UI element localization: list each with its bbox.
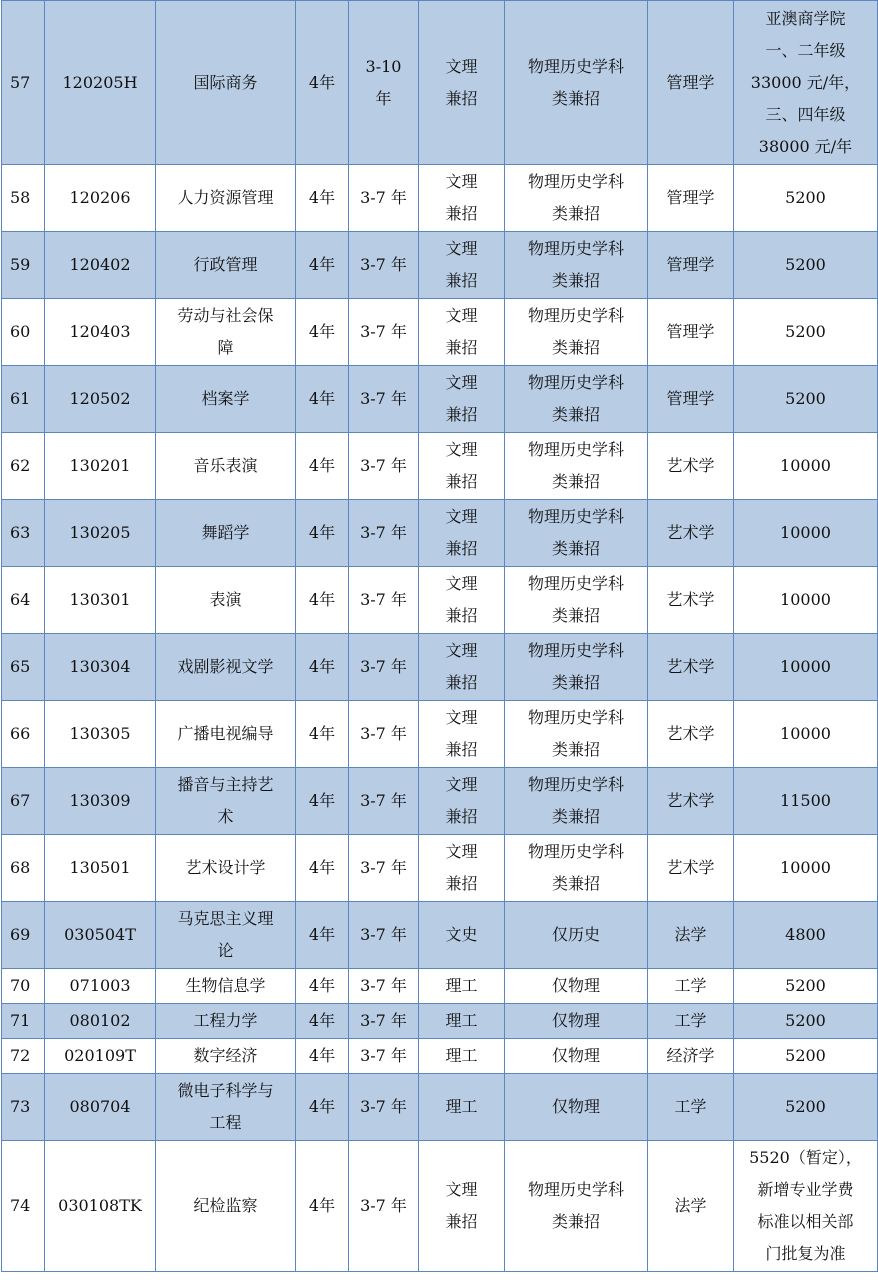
- table-row: [2, 969, 878, 1004]
- major-name-cell: 纪检监察: [156, 1141, 296, 1272]
- subject-requirement-cell: 仅物理: [505, 1039, 648, 1074]
- discipline-cell: 工学: [648, 1074, 734, 1141]
- major-name-cell: 数字经济: [156, 1039, 296, 1074]
- major-code-cell: 080704: [45, 1074, 156, 1141]
- subject-requirement-cell: 物理历史学科 类兼招: [505, 165, 648, 232]
- row-number-cell: 62: [2, 433, 45, 500]
- tuition-cell: 10000: [734, 634, 878, 701]
- subject-requirement-cell: 物理历史学科 类兼招: [505, 634, 648, 701]
- duration-cell: 4年: [296, 969, 349, 1004]
- admission-type-cell: 理工: [419, 969, 505, 1004]
- major-code-cell: 130304: [45, 634, 156, 701]
- major-code-cell: 130305: [45, 701, 156, 768]
- tuition-cell: 10000: [734, 701, 878, 768]
- tuition-cell: 5200: [734, 232, 878, 299]
- tuition-cell: 10000: [734, 433, 878, 500]
- tuition-cell: 10000: [734, 835, 878, 902]
- study-span-cell: 3-7 年: [349, 1141, 419, 1272]
- subject-requirement-cell: 物理历史学科 类兼招: [505, 366, 648, 433]
- row-number-cell: 59: [2, 232, 45, 299]
- major-name-cell: 戏剧影视文学: [156, 634, 296, 701]
- duration-cell: 4年: [296, 1074, 349, 1141]
- duration-cell: 4年: [296, 165, 349, 232]
- major-code-cell: 120206: [45, 165, 156, 232]
- tuition-cell: 5200: [734, 366, 878, 433]
- admission-type-cell: 理工: [419, 1039, 505, 1074]
- major-code-cell: 030108TK: [45, 1141, 156, 1272]
- subject-requirement-cell: 物理历史学科 类兼招: [505, 500, 648, 567]
- major-name-cell: 广播电视编导: [156, 701, 296, 768]
- study-span-cell: 3-7 年: [349, 232, 419, 299]
- major-name-cell: 表演: [156, 567, 296, 634]
- major-name-cell: 音乐表演: [156, 433, 296, 500]
- discipline-cell: 管理学: [648, 1, 734, 165]
- major-code-cell: 030504T: [45, 902, 156, 969]
- tuition-cell: 5200: [734, 165, 878, 232]
- study-span-cell: 3-7 年: [349, 1039, 419, 1074]
- study-span-cell: 3-7 年: [349, 1074, 419, 1141]
- major-name-cell: 行政管理: [156, 232, 296, 299]
- study-span-cell: 3-7 年: [349, 701, 419, 768]
- tuition-cell: 10000: [734, 500, 878, 567]
- discipline-cell: 艺术学: [648, 500, 734, 567]
- table-row: [2, 1141, 878, 1272]
- duration-cell: 4年: [296, 232, 349, 299]
- subject-requirement-cell: 物理历史学科 类兼招: [505, 567, 648, 634]
- row-number-cell: 57: [2, 1, 45, 165]
- major-code-cell: 071003: [45, 969, 156, 1004]
- subject-requirement-cell: 物理历史学科 类兼招: [505, 299, 648, 366]
- admission-type-cell: 理工: [419, 1004, 505, 1039]
- major-name-cell: 人力资源管理: [156, 165, 296, 232]
- study-span-cell: 3-7 年: [349, 902, 419, 969]
- study-span-cell: 3-7 年: [349, 165, 419, 232]
- major-name-cell: 舞蹈学: [156, 500, 296, 567]
- admission-type-cell: 文理 兼招: [419, 165, 505, 232]
- study-span-cell: 3-7 年: [349, 634, 419, 701]
- discipline-cell: 工学: [648, 969, 734, 1004]
- major-name-cell: 播音与主持艺 术: [156, 768, 296, 835]
- duration-cell: 4年: [296, 835, 349, 902]
- discipline-cell: 艺术学: [648, 634, 734, 701]
- duration-cell: 4年: [296, 1004, 349, 1039]
- duration-cell: 4年: [296, 433, 349, 500]
- table-row: [2, 768, 878, 835]
- subject-requirement-cell: 仅物理: [505, 1004, 648, 1039]
- row-number-cell: 64: [2, 567, 45, 634]
- subject-requirement-cell: 物理历史学科 类兼招: [505, 768, 648, 835]
- major-name-cell: 马克思主义理 论: [156, 902, 296, 969]
- table-row: [2, 433, 878, 500]
- table-row: [2, 1074, 878, 1141]
- major-code-cell: 080102: [45, 1004, 156, 1039]
- admission-type-cell: 文理 兼招: [419, 299, 505, 366]
- admission-type-cell: 文理 兼招: [419, 366, 505, 433]
- tuition-cell: 5200: [734, 299, 878, 366]
- major-code-cell: 130205: [45, 500, 156, 567]
- duration-cell: 4年: [296, 1039, 349, 1074]
- duration-cell: 4年: [296, 500, 349, 567]
- row-number-cell: 68: [2, 835, 45, 902]
- duration-cell: 4年: [296, 1141, 349, 1272]
- discipline-cell: 工学: [648, 1004, 734, 1039]
- major-code-cell: 120402: [45, 232, 156, 299]
- subject-requirement-cell: 仅物理: [505, 969, 648, 1004]
- major-code-cell: 120403: [45, 299, 156, 366]
- major-name-cell: 劳动与社会保 障: [156, 299, 296, 366]
- discipline-cell: 经济学: [648, 1039, 734, 1074]
- discipline-cell: 管理学: [648, 232, 734, 299]
- row-number-cell: 65: [2, 634, 45, 701]
- major-name-cell: 工程力学: [156, 1004, 296, 1039]
- table-row: [2, 366, 878, 433]
- major-name-cell: 档案学: [156, 366, 296, 433]
- row-number-cell: 71: [2, 1004, 45, 1039]
- study-span-cell: 3-7 年: [349, 299, 419, 366]
- table-row: [2, 701, 878, 768]
- row-number-cell: 63: [2, 500, 45, 567]
- study-span-cell: 3-7 年: [349, 567, 419, 634]
- row-number-cell: 73: [2, 1074, 45, 1141]
- subject-requirement-cell: 物理历史学科 类兼招: [505, 701, 648, 768]
- subject-requirement-cell: 仅历史: [505, 902, 648, 969]
- admission-type-cell: 文理 兼招: [419, 567, 505, 634]
- table-row: [2, 835, 878, 902]
- study-span-cell: 3-7 年: [349, 1004, 419, 1039]
- majors-table: [1, 0, 878, 1272]
- row-number-cell: 58: [2, 165, 45, 232]
- admission-type-cell: 文理 兼招: [419, 768, 505, 835]
- subject-requirement-cell: 物理历史学科 类兼招: [505, 232, 648, 299]
- table-row: [2, 902, 878, 969]
- admission-type-cell: 文理 兼招: [419, 1141, 505, 1272]
- tuition-cell: 亚澳商学院 一、二年级 33000 元/年， 三、四年级 38000 元/年: [734, 1, 878, 165]
- major-code-cell: 130201: [45, 433, 156, 500]
- duration-cell: 4年: [296, 299, 349, 366]
- discipline-cell: 艺术学: [648, 768, 734, 835]
- subject-requirement-cell: 物理历史学科 类兼招: [505, 835, 648, 902]
- tuition-cell: 5200: [734, 1004, 878, 1039]
- duration-cell: 4年: [296, 701, 349, 768]
- row-number-cell: 74: [2, 1141, 45, 1272]
- study-span-cell: 3-7 年: [349, 433, 419, 500]
- admission-type-cell: 文史: [419, 902, 505, 969]
- tuition-cell: 5200: [734, 1039, 878, 1074]
- row-number-cell: 72: [2, 1039, 45, 1074]
- discipline-cell: 艺术学: [648, 835, 734, 902]
- study-span-cell: 3-10 年: [349, 1, 419, 165]
- subject-requirement-cell: 物理历史学科 类兼招: [505, 433, 648, 500]
- table-row: [2, 1004, 878, 1039]
- tuition-cell: 11500: [734, 768, 878, 835]
- discipline-cell: 管理学: [648, 299, 734, 366]
- row-number-cell: 60: [2, 299, 45, 366]
- study-span-cell: 3-7 年: [349, 835, 419, 902]
- tuition-cell: 5200: [734, 1074, 878, 1141]
- admission-type-cell: 文理 兼招: [419, 701, 505, 768]
- major-name-cell: 生物信息学: [156, 969, 296, 1004]
- major-name-cell: 国际商务: [156, 1, 296, 165]
- table-row: [2, 567, 878, 634]
- table-row: [2, 500, 878, 567]
- admission-type-cell: 理工: [419, 1074, 505, 1141]
- table-row: [2, 232, 878, 299]
- duration-cell: 4年: [296, 366, 349, 433]
- study-span-cell: 3-7 年: [349, 500, 419, 567]
- duration-cell: 4年: [296, 634, 349, 701]
- row-number-cell: 70: [2, 969, 45, 1004]
- discipline-cell: 法学: [648, 902, 734, 969]
- row-number-cell: 67: [2, 768, 45, 835]
- subject-requirement-cell: 仅物理: [505, 1074, 648, 1141]
- study-span-cell: 3-7 年: [349, 768, 419, 835]
- subject-requirement-cell: 物理历史学科 类兼招: [505, 1141, 648, 1272]
- admission-type-cell: 文理 兼招: [419, 500, 505, 567]
- tuition-cell: 4800: [734, 902, 878, 969]
- duration-cell: 4年: [296, 768, 349, 835]
- table-body: [2, 1, 878, 1272]
- study-span-cell: 3-7 年: [349, 969, 419, 1004]
- subject-requirement-cell: 物理历史学科 类兼招: [505, 1, 648, 165]
- table-row: [2, 299, 878, 366]
- discipline-cell: 艺术学: [648, 433, 734, 500]
- table-row: [2, 634, 878, 701]
- admission-type-cell: 文理 兼招: [419, 433, 505, 500]
- major-code-cell: 020109T: [45, 1039, 156, 1074]
- admission-type-cell: 文理 兼招: [419, 1, 505, 165]
- tuition-cell: 10000: [734, 567, 878, 634]
- admission-type-cell: 文理 兼招: [419, 835, 505, 902]
- row-number-cell: 61: [2, 366, 45, 433]
- discipline-cell: 管理学: [648, 366, 734, 433]
- table-row: [2, 1039, 878, 1074]
- study-span-cell: 3-7 年: [349, 366, 419, 433]
- table-row: [2, 1, 878, 165]
- major-code-cell: 130301: [45, 567, 156, 634]
- major-name-cell: 艺术设计学: [156, 835, 296, 902]
- major-name-cell: 微电子科学与 工程: [156, 1074, 296, 1141]
- row-number-cell: 66: [2, 701, 45, 768]
- tuition-cell: 5520（暂定）， 新增专业学费 标准以相关部 门批复为准: [734, 1141, 878, 1272]
- discipline-cell: 管理学: [648, 165, 734, 232]
- admission-type-cell: 文理 兼招: [419, 232, 505, 299]
- major-code-cell: 130501: [45, 835, 156, 902]
- row-number-cell: 69: [2, 902, 45, 969]
- discipline-cell: 艺术学: [648, 567, 734, 634]
- discipline-cell: 艺术学: [648, 701, 734, 768]
- duration-cell: 4年: [296, 902, 349, 969]
- major-code-cell: 120205H: [45, 1, 156, 165]
- tuition-cell: 5200: [734, 969, 878, 1004]
- major-code-cell: 120502: [45, 366, 156, 433]
- discipline-cell: 法学: [648, 1141, 734, 1272]
- duration-cell: 4年: [296, 1, 349, 165]
- admission-type-cell: 文理 兼招: [419, 634, 505, 701]
- duration-cell: 4年: [296, 567, 349, 634]
- table-row: [2, 165, 878, 232]
- major-code-cell: 130309: [45, 768, 156, 835]
